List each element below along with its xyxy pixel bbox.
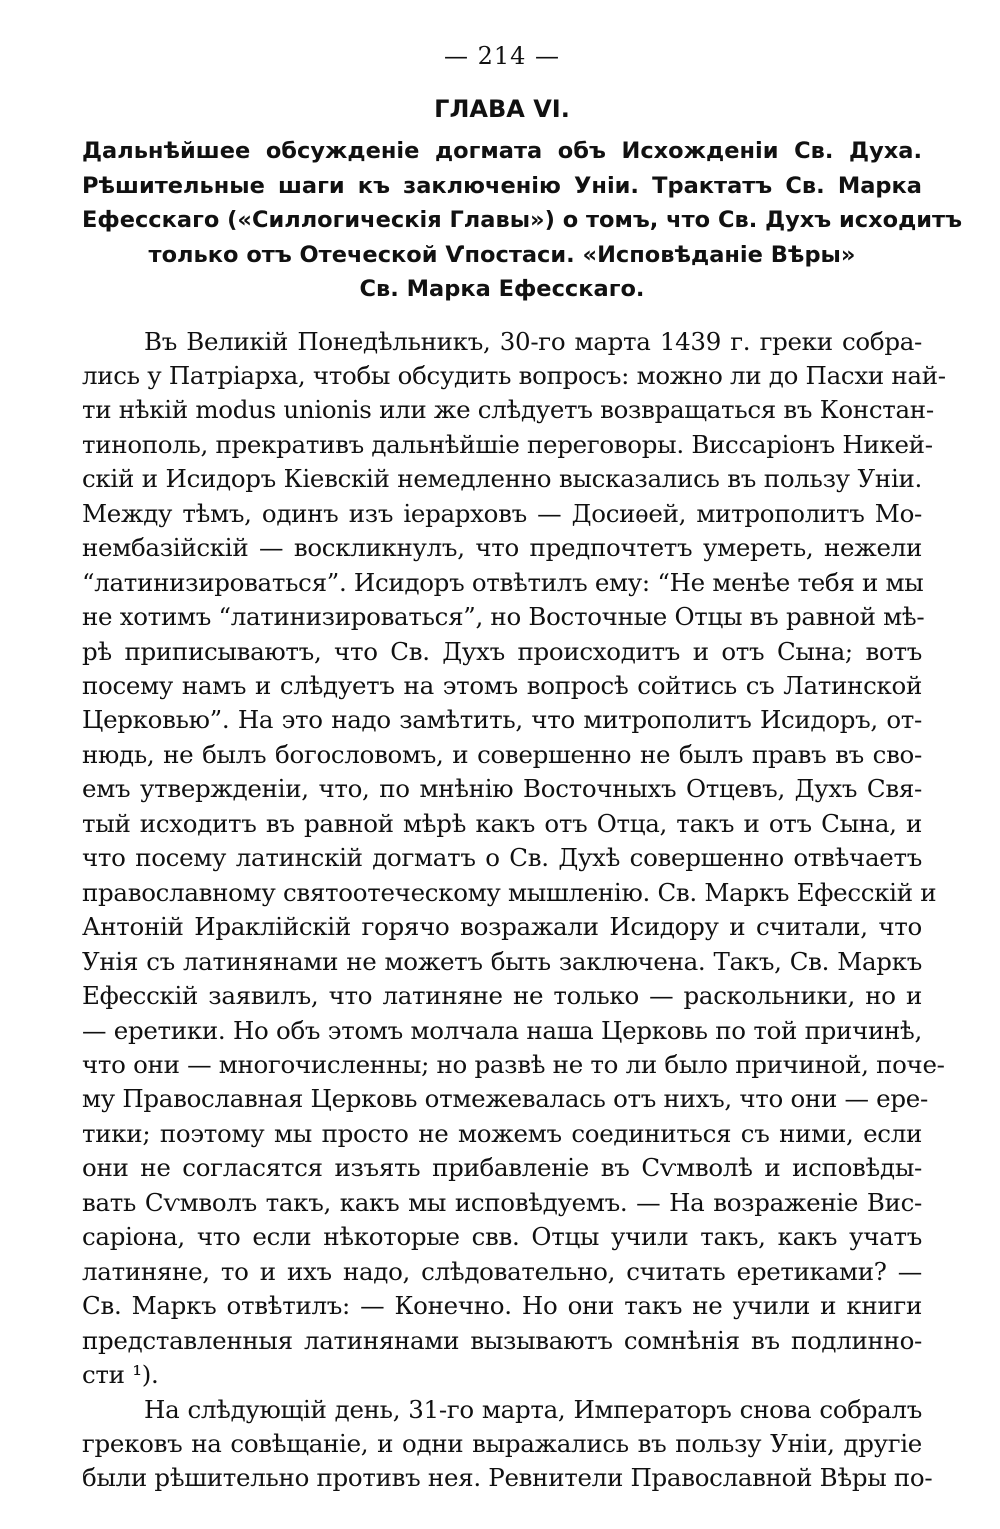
text-line: представленныя латинянами вызываютъ сомнѣнія въ подлинно- [82,1325,922,1355]
text-line: сти ¹). [82,1360,159,1390]
text-line: латиняне, то и ихъ надо, слѣдовательно, считать еретиками? — [82,1256,922,1286]
text-line: Между тѣмъ, одинъ изъ іерарховъ — Досиѳей, митрополитъ Мо- [82,498,922,528]
text-line: посему намъ и слѣдуетъ на этомъ вопросѣ сойтись съ Латинской [82,671,922,701]
text-line: Св. Маркъ отвѣтилъ: — Конечно. Но они такъ не учили и книги [82,1291,922,1321]
text-line: вать Сѵмволъ такъ, какъ мы исповѣдуемъ. — На возраженіе Вис- [82,1187,922,1217]
book-page [82,40,963,1496]
text-line: “латинизироваться”. Исидоръ отвѣтилъ ему: “Не менѣе тебя и мы [82,567,924,597]
text-line: саріона, что если нѣкоторые свв. Отцы учили такъ, какъ учатъ [82,1222,922,1252]
text-line: — еретики. Но объ этомъ молчала наша Церковь по той причинѣ, [82,1015,922,1045]
text-line: скій и Исидоръ Кіевскій немедленно высказались въ пользу Уніи. [82,464,922,494]
subtitle-line: Св. Марка Ефесскаго. [359,276,645,302]
text-line: были рѣшительно противъ нея. Ревнители Православной Вѣры по- [82,1463,933,1493]
subtitle-line: Ефесскаго («Силлогическія Главы») о томъ, что Св. Духъ исходитъ [82,207,963,233]
text-line: Унія съ латинянами не можетъ быть заключена. Такъ, Св. Маркъ [82,946,922,976]
subtitle-line: Рѣшительные шаги къ заключенію Уніи. Трактатъ Св. Марка [82,172,922,199]
text-line: нюдь, не былъ богословомъ, и совершенно не былъ правъ въ сво- [82,739,922,769]
text-line: рѣ приписываютъ, что Св. Духъ происходитъ и отъ Сына; вотъ [82,636,922,666]
text-line: православному святоотеческому мышленію. Св. Маркъ Ефесскій и [82,877,937,907]
text-line: емъ утвержденіи, что, по мнѣнію Восточныхъ Отцевъ, Духъ Свя- [82,774,922,804]
text-line: Антоній Ираклійскій горячо возражали Исидору и считали, что [82,912,922,942]
subtitle-line: только отъ Отеческой Ѵпостаси. «Исповѣданіе Вѣры» [148,241,856,268]
text-line: Въ Великій Понедѣльникъ, 30-го марта 1439 г. греки собра- [144,326,922,356]
text-line: му Православная Церковь отмежевалась отъ нихъ, что они — ере- [82,1084,928,1114]
page-number: — 214 — [443,42,561,70]
text-line: они не согласятся изъять прибавленіе въ Сѵмволѣ и исповѣды- [82,1153,922,1183]
text-line: тики; поэтому мы просто не можемъ соединиться съ ними, если [82,1118,922,1148]
text-line: тинополь, прекративъ дальнѣйшіе переговоры. Виссаріонъ Никей- [82,429,933,459]
text-line: что посему латинскій догматъ о Св. Духѣ совершенно отвѣчаетъ [82,843,922,873]
chapter-subtitle [82,134,963,307]
text-line: тый исходитъ въ равной мѣрѣ какъ отъ Отца, такъ и отъ Сына, и [82,808,922,838]
paragraph [82,1393,933,1496]
text-line: ти нѣкій modus unionis или же слѣдуетъ возвращаться въ Констан- [82,395,934,425]
text-line: лись у Патріарха, чтобы обсудить вопросъ: можно ли до Пасхи най- [82,360,946,390]
chapter-title: ГЛАВА VI. [434,95,570,123]
text-line: нембазійскій — воскликнулъ, что предпочтетъ умереть, нежели [82,533,922,563]
text-line: Ефесскій заявилъ, что латиняне не только — раскольники, но и [82,981,922,1011]
paragraph [82,325,946,1393]
text-line: Церковью”. На это надо замѣтить, что митрополитъ Исидоръ, от- [82,705,922,735]
text-line: не хотимъ “латинизироваться”, но Восточные Отцы въ равной мѣ- [82,602,925,632]
body-text [82,325,946,1496]
text-line: грековъ на совѣщаніе, и одни выражались въ пользу Уніи, другіе [82,1429,922,1458]
text-line: На слѣдующій день, 31-го марта, Императоръ снова собралъ [144,1394,922,1424]
subtitle-line: Дальнѣйшее обсужденіе догмата объ Исхожденіи Св. Духа. [82,138,922,164]
text-line: что они — многочисленны; но развѣ не то ли было причиной, поче- [82,1050,945,1080]
